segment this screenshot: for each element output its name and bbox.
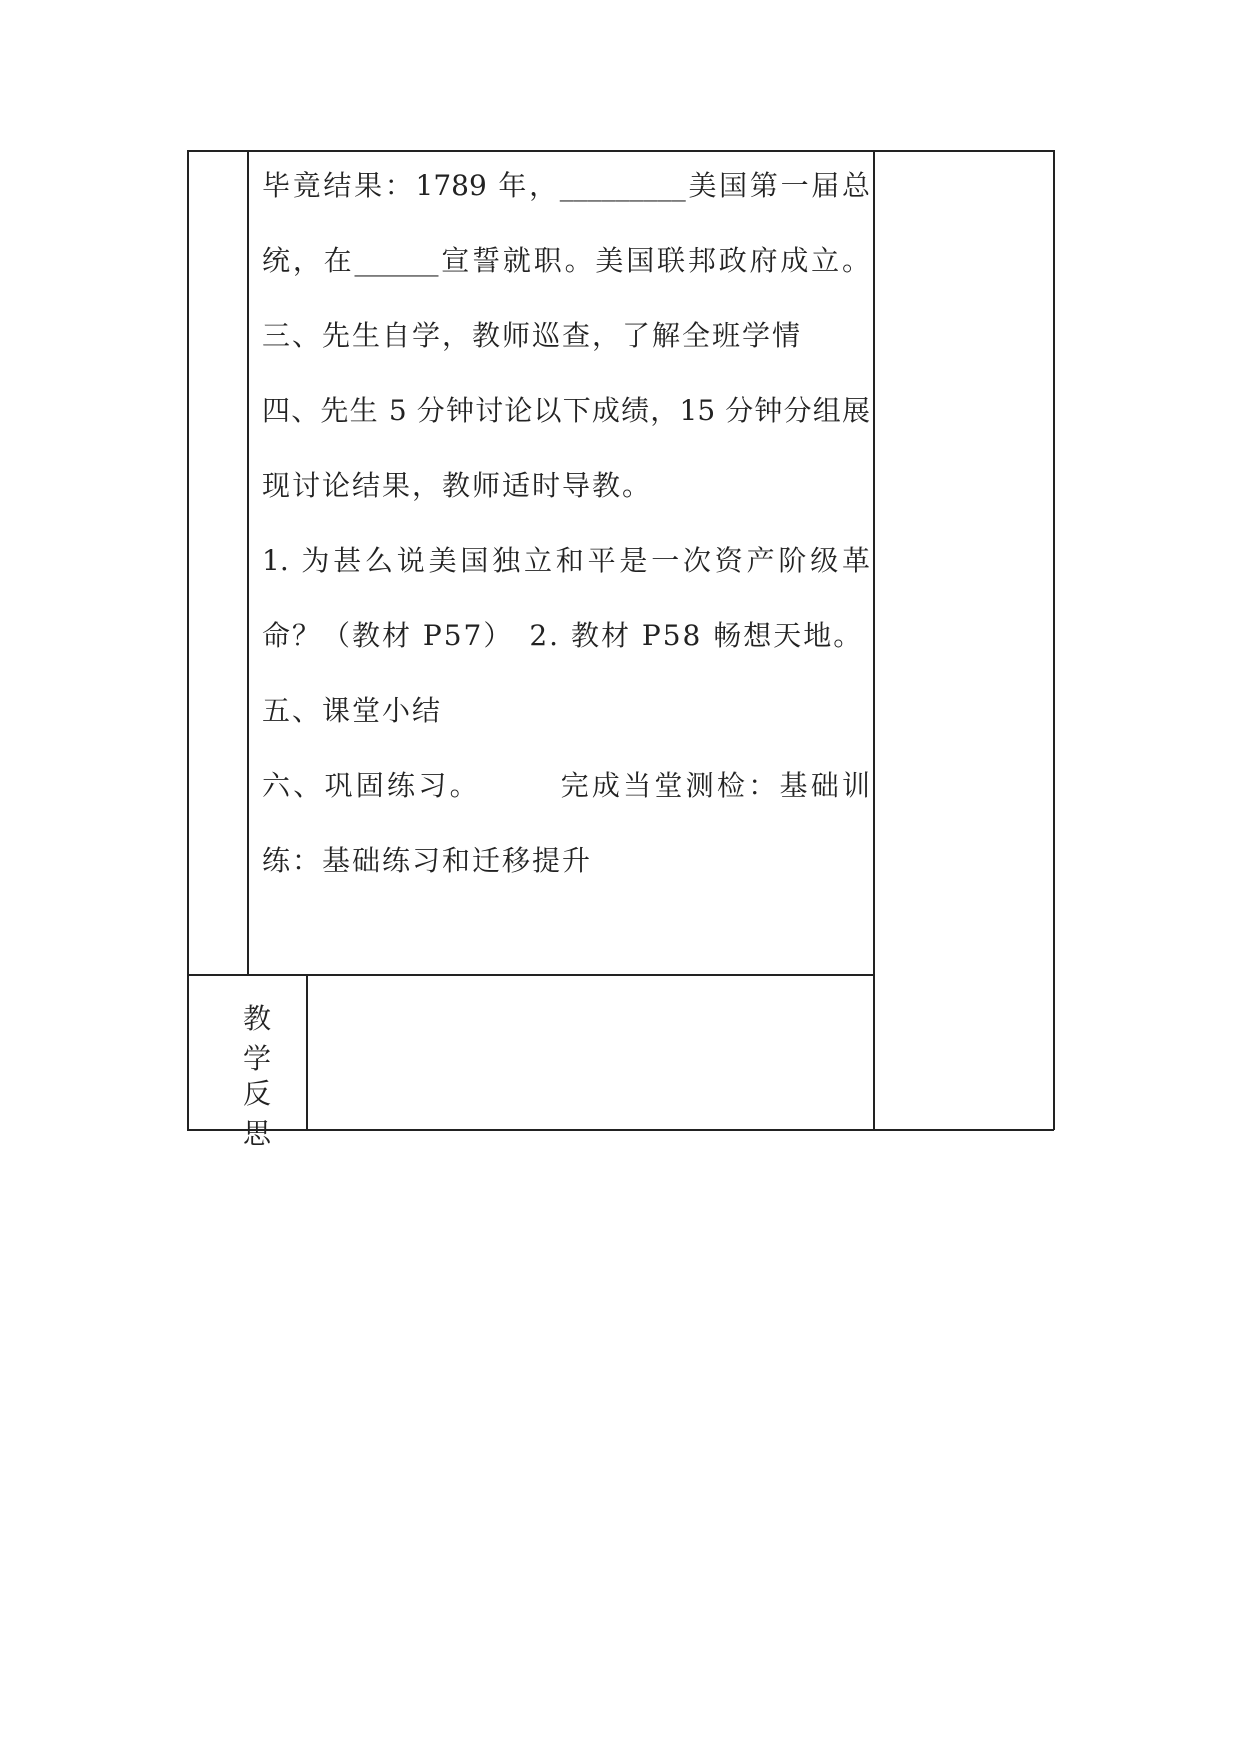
right-notes-cell[interactable]: [875, 152, 1053, 1129]
reflection-content-cell[interactable]: [308, 976, 873, 1129]
lesson-line-9: 六、巩固练习。 完成当堂测检：基础训: [262, 769, 870, 802]
lesson-line-4: 四、先生 5 分钟讨论以下成绩，15 分钟分组展: [262, 394, 870, 427]
reflection-label-line-1: 教学: [242, 1002, 285, 1075]
lesson-line-7: 命？（教材 P57） 2. 教材 P58 畅想天地。: [262, 619, 864, 652]
inner-left-column-border: [247, 150, 249, 975]
lesson-line-3: 三、先生自学，教师巡查，了解全班学情: [262, 319, 803, 352]
lesson-line-5: 现讨论结果，教师适时导教。: [262, 469, 653, 502]
lesson-line-8: 五、课堂小结: [262, 694, 443, 727]
lesson-line-1: 毕竟结果：1789 年，_________美国第一届总: [262, 169, 870, 202]
table-right-border: [1053, 150, 1055, 1130]
lesson-line-2: 统，在______宣誓就职。美国联邦政府成立。: [262, 244, 870, 277]
lesson-line-10: 练：基础练习和迁移提升: [262, 844, 593, 877]
lesson-content: [262, 148, 870, 898]
lesson-line-6: 1. 为甚么说美国独立和平是一次资产阶级革: [262, 544, 870, 577]
reflection-label-line-2: 反思: [242, 1077, 285, 1150]
table-left-border: [187, 150, 189, 1130]
table-bottom-border: [187, 1129, 1054, 1131]
